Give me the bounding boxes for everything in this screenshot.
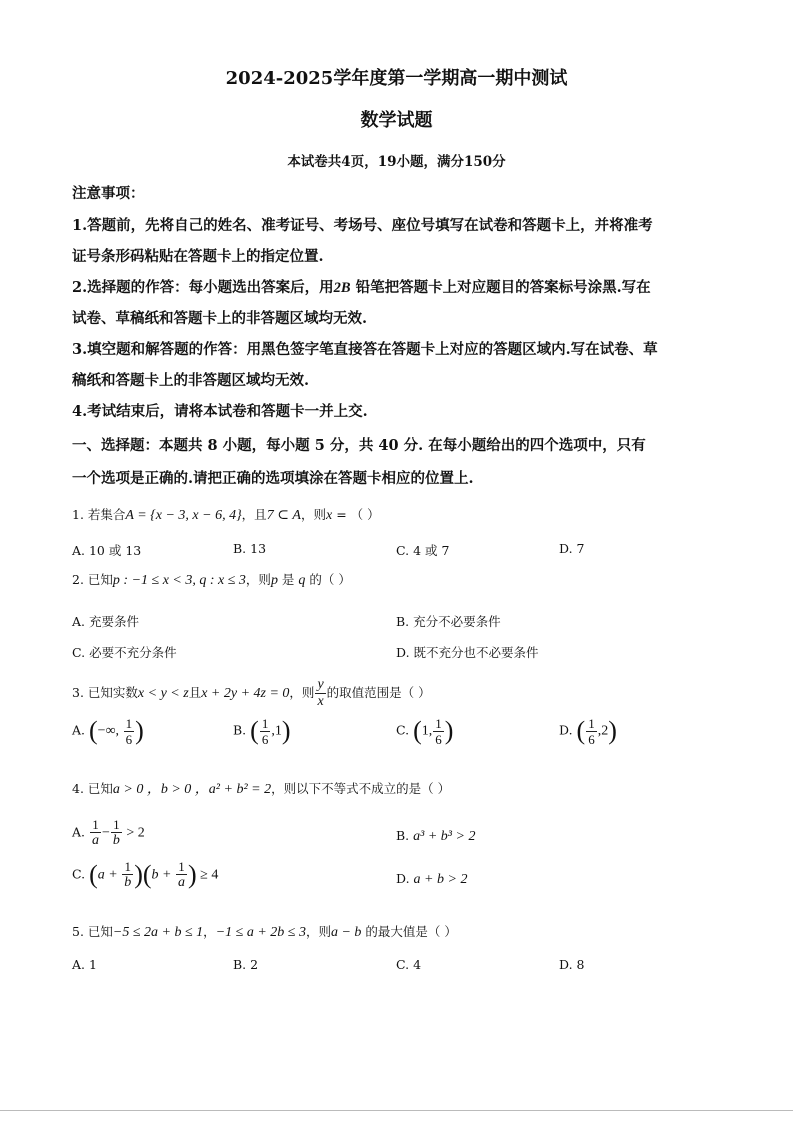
- q4-option-c-num-1: 1: [122, 860, 133, 875]
- q3-option-a-label: A.: [72, 722, 86, 738]
- q3-condition-2: x + 2y + 4z = 0: [201, 686, 290, 701]
- q1-var: x: [326, 508, 333, 523]
- q4-option-a-den-2: b: [112, 833, 120, 848]
- q4-option-a-den-1: a: [92, 833, 99, 848]
- note-2-line-2: 试卷、草稿纸和答题卡上的非答题区域均无效.: [72, 310, 368, 327]
- q5-mid2: ，则: [305, 924, 331, 939]
- q5-mid: ，: [203, 924, 216, 939]
- q2-option-c[interactable]: C. 必要不充分条件: [72, 645, 177, 660]
- q4-option-c-den-1: b: [124, 875, 132, 890]
- q5-option-b[interactable]: B. 2: [233, 957, 259, 972]
- note-3-line-2: 稿纸和答题卡上的非答题区域均无效.: [72, 372, 310, 389]
- q3-option-b-num: 1: [261, 715, 269, 731]
- q3-option-d-right: ,2: [597, 723, 609, 739]
- note-1-line-2: 证号条形码粘贴在答题卡上的指定位置.: [72, 248, 324, 265]
- q4-option-b-math: a³ + b³ > 2: [413, 829, 476, 844]
- q3-option-b-right: ,1: [271, 723, 282, 739]
- q1-option-b[interactable]: B. 13: [233, 541, 267, 556]
- note-2-text-a: 2.选择题的作答：每小题选出答案后，用: [72, 279, 334, 296]
- note-2-text-b: 铅笔把答题卡上对应题目的答案标号涂黑.写在: [355, 279, 651, 296]
- q1-tail: = （ ）: [332, 507, 380, 522]
- question-3: [72, 678, 431, 709]
- q3-option-c[interactable]: C. (1, $\frac{1}{6}$ ): [396, 715, 454, 747]
- q2-mid: ，则: [245, 572, 271, 587]
- q4-tail: ，则以下不等式不成立的是（ ）: [271, 781, 451, 796]
- q1-option-c[interactable]: C. 4 或 7: [396, 543, 450, 558]
- q4-option-a[interactable]: [72, 818, 145, 848]
- section-1-line-1: 一、选择题：本题共 8 小题，每小题 5 分，共 40 分. 在每小题给出的四个选项中，只有: [72, 437, 646, 454]
- q2-option-d[interactable]: D. 既不充分也不必要条件: [396, 645, 539, 660]
- q5-math-1: −5 ≤ 2a + b ≤ 1: [112, 925, 204, 940]
- page-bottom-divider: [0, 1110, 793, 1111]
- q3-option-a[interactable]: A. (−∞, $\frac{1}{6}$ ): [72, 715, 144, 747]
- q2-option-b[interactable]: B. 充分不必要条件: [396, 614, 501, 629]
- question-2: [72, 570, 351, 589]
- q2-is: 是: [277, 572, 299, 587]
- q3-mid: 且: [188, 685, 202, 700]
- q3-mid2: ，则: [289, 685, 315, 700]
- q5-prefix: 5. 已知: [72, 924, 113, 939]
- q3-option-b-den: 6: [261, 731, 269, 747]
- q3-option-a-left: −∞,: [97, 723, 123, 739]
- q4-math: a > 0 ，b > 0 ，a² + b² = 2: [112, 782, 272, 797]
- q3-option-b-label: B.: [233, 722, 247, 738]
- q3-fraction-num: y: [317, 677, 324, 692]
- section-1-line-2: 一个选项是正确的.请把正确的选项填涂在答题卡相应的位置上.: [72, 470, 474, 487]
- q4-option-c-tail: ≥ 4: [196, 867, 219, 883]
- q3-fraction-den: x: [317, 694, 324, 709]
- q2-option-a[interactable]: A. 充要条件: [72, 614, 139, 629]
- q5-math-2: −1 ≤ a + 2b ≤ 3: [215, 925, 306, 940]
- q3-fraction: [315, 678, 325, 709]
- q3-option-d-den: 6: [588, 731, 595, 747]
- exam-info: 本试卷共4页，19小题，满分150分: [287, 154, 506, 170]
- q3-option-d-label: D.: [559, 722, 573, 738]
- question-1: [72, 505, 380, 524]
- note-4: 4.考试结束后，请将本试卷和答题卡一并上交.: [72, 403, 368, 420]
- q1-prefix: 1. 若集合: [72, 507, 126, 522]
- q4-option-c-b: b +: [151, 867, 175, 883]
- q5-option-d[interactable]: D. 8: [559, 957, 585, 972]
- q1-condition: 7 ⊂ A: [266, 508, 301, 523]
- note-1-line-1: 1.答题前，先将自己的姓名、准考证号、考场号、座位号填写在试卷和答题卡上，并将准考: [72, 217, 653, 234]
- q1-set: A = {x − 3, x − 6, 4}: [125, 508, 242, 523]
- q3-option-b[interactable]: B. ( $\frac{1}{6}$ ,1): [233, 715, 291, 747]
- q4-option-c-label: C.: [72, 866, 86, 882]
- q4-option-a-minus: −: [102, 825, 110, 841]
- note-3-line-1: 3.填空题和解答题的作答：用黑色签字笔直接答在答题卡上对应的答题区域内.写在试卷、草: [72, 341, 658, 358]
- q4-option-c-den-2: a: [178, 875, 185, 890]
- q3-option-c-label: C.: [396, 722, 410, 738]
- notes-heading: 注意事项：: [72, 185, 145, 202]
- q4-option-d-math: a + b > 2: [413, 872, 468, 887]
- note-2-line-1: [72, 276, 651, 297]
- q1-option-d[interactable]: D. 7: [559, 541, 585, 556]
- q3-option-c-num: 1: [435, 715, 442, 731]
- q3-option-d-num: 1: [588, 715, 595, 731]
- q2-q: q: [298, 573, 306, 588]
- q3-option-a-den: 6: [125, 731, 133, 747]
- q3-tail: 的取值范围是（ ）: [326, 685, 431, 700]
- q2-prefix: 2. 已知: [72, 572, 113, 587]
- q4-option-b-label: B.: [396, 828, 410, 843]
- q5-option-c[interactable]: C. 4: [396, 957, 422, 972]
- q3-option-a-num: 1: [125, 715, 133, 731]
- q4-prefix: 4. 已知: [72, 781, 113, 796]
- q3-prefix: 3. 已知实数: [72, 685, 138, 700]
- q4-option-c[interactable]: C. (a + $\frac{1}{b}$ )(b + $\frac{1}{a}$ ) ≥ 4: [72, 859, 219, 890]
- q1-mid2: ，则: [300, 507, 326, 522]
- q5-tail: 的最大值是（ ）: [361, 924, 457, 939]
- q5-option-a[interactable]: A. 1: [72, 957, 97, 972]
- q4-option-a-tail: > 2: [122, 825, 145, 841]
- q3-option-c-den: 6: [435, 731, 442, 747]
- q4-option-d[interactable]: [396, 871, 467, 888]
- exam-title: 2024-2025学年度第一学期高一期中测试: [225, 68, 568, 89]
- q4-option-a-num-2: 1: [111, 818, 122, 833]
- q4-option-c-a: a +: [97, 867, 122, 883]
- q2-tail: 的（ ）: [305, 572, 351, 587]
- q3-option-d[interactable]: D. ( $\frac{1}{6}$ ,2): [559, 715, 617, 747]
- question-5: [72, 922, 457, 941]
- q5-math-3: a − b: [330, 925, 362, 940]
- q3-condition-1: x < y < z: [137, 686, 189, 701]
- note-2-pencil: 2B: [333, 280, 351, 296]
- q2-math: p : −1 ≤ x < 3, q : x ≤ 3: [112, 573, 246, 588]
- q4-option-a-label: A.: [72, 824, 86, 840]
- q4-option-c-num-2: 1: [176, 860, 187, 875]
- question-4: [72, 778, 450, 798]
- q4-option-a-num-1: 1: [90, 818, 101, 833]
- q1-mid: ，且: [241, 507, 267, 522]
- q2-p: p: [270, 573, 278, 588]
- q4-option-d-label: D.: [396, 871, 410, 886]
- q1-option-a[interactable]: A. 10 或 13: [72, 543, 142, 558]
- q3-option-c-left: 1,: [421, 723, 433, 739]
- q4-option-b[interactable]: [396, 828, 475, 845]
- subject-title: 数学试题: [360, 110, 433, 131]
